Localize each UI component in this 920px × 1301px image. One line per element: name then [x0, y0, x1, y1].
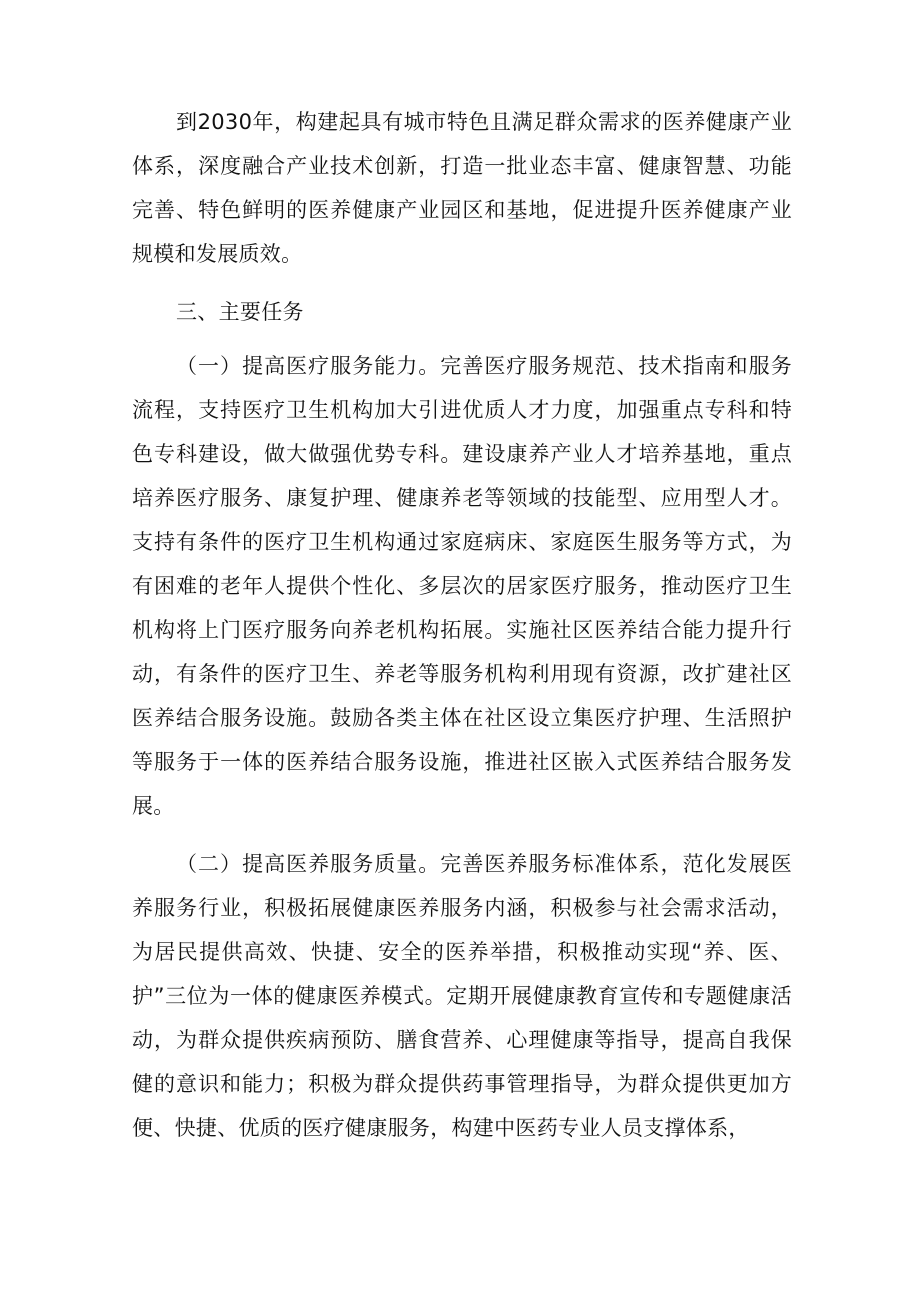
paragraph-task-1-medical-service: （一）提高医疗服务能力。完善医疗服务规范、技术指南和服务流程，支持医疗卫生机构加大引进优质人才力度，加强重点专科和特色专科建设，做大做强优势专科。建设康养产业人才培养基地，重点培养医疗服务、康复护理、健康养老等领域的技能型、应用型人才。支持有条件的医疗卫生机构通过家庭病床、家庭医生服务等方式，为有困难的老年人提供个性化、多层次的居家医疗服务，推动医疗卫生机构将上门医疗服务向养老机构拓展。实施社区医养结合能力提升行动，有条件的医疗卫生、养老等服务机构利用现有资源，改扩建社区医养结合服务设施。鼓励各类主体在社区设立集医疗护理、生活照护等服务于一体的医养结合服务设施，推进社区嵌入式医养结合服务发展。: [132, 354, 792, 818]
paragraph-task-2-elderly-care-quality: （二）提高医养服务质量。完善医养服务标准体系，范化发展医养服务行业，积极拓展健康医养服务内涵，积极参与社会需求活动，为居民提供高效、快捷、安全的医养举措，积极推动实现“养、医、护”三位为一体的健康医养模式。定期开展健康教育宣传和专题健康活动，为群众提供疾病预防、膳食营养、心理健康等指导，提高自我保健的意识和能力；积极为群众提供药事管理指导，为群众提供更加方便、快捷、优质的医疗健康服务，构建中医药专业人员支撑体系，: [132, 852, 792, 1140]
document-body: [132, 100, 792, 1150]
paragraph-goal-2030: 到2030年，构建起具有城市特色且满足群众需求的医养健康产业体系，深度融合产业技术创新，打造一批业态丰富、健康智慧、功能完善、特色鲜明的医养健康产业园区和基地，促进提升医养健康产业规模和发展质效。: [132, 110, 792, 266]
section-heading-main-tasks: 三、主要任务: [176, 300, 304, 324]
